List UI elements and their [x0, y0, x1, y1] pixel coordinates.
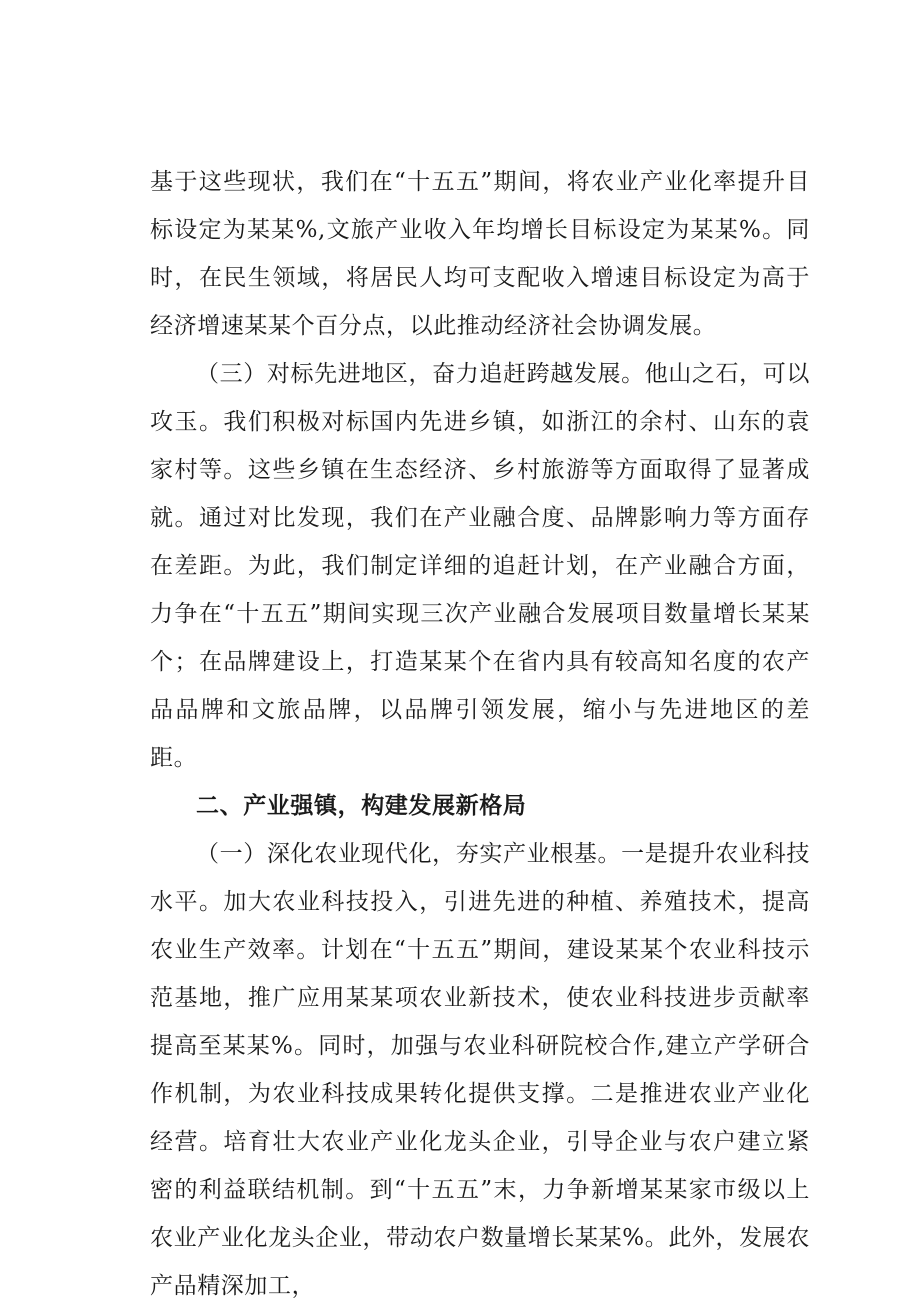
paragraph-agricultural-modernization: （一）深化农业现代化，夯实产业根基。一是提升农业科技水平。加大农业科技投入，引进先进的种植、养殖技术，提高农业生产效率。计划在“十五五”期间，建设某某个农业科技示范基地，推广应用某某项农业新技术，使农业科技进步贡献率提高至某某%。同时，加强与农业科研院校合作,建立产学研合作机制，为农业科技成果转化提供支撑。二是推进农业产业化经营。培育壮大农业产业化龙头企业，引导企业与农户建立紧密的利益联结机制。到“十五五”末，力争新增某某家市级以上农业产业化龙头企业，带动农户数量增长某某%。此外，发展农产品精深加工， [150, 841, 810, 1299]
section-heading-industry: 二、产业强镇，构建发展新格局 [196, 793, 527, 819]
paragraph-targets: 基于这些现状，我们在“十五五”期间，将农业产业化率提升目标设定为某某%,文旅产业收入年均增长目标设定为某某%。同时，在民生领域，将居民人均可支配收入增速目标设定为高于经济增速某某个百分点，以此推动经济社会协调发展。 [150, 169, 810, 339]
document-body [150, 158, 810, 1310]
paragraph-benchmark-advanced-regions: （三）对标先进地区，奋力追赶跨越发展。他山之石，可以攻玉。我们积极对标国内先进乡镇，如浙江的余村、山东的袁家村等。这些乡镇在生态经济、乡村旅游等方面取得了显著成就。通过对比发现，我们在产业融合度、品牌影响力等方面存在差距。为此，我们制定详细的追赶计划，在产业融合方面，力争在“十五五”期间实现三次产业融合发展项目数量增长某某个；在品牌建设上，打造某某个在省内具有较高知名度的农产品品牌和文旅品牌，以品牌引领发展，缩小与先进地区的差距。 [150, 361, 810, 771]
